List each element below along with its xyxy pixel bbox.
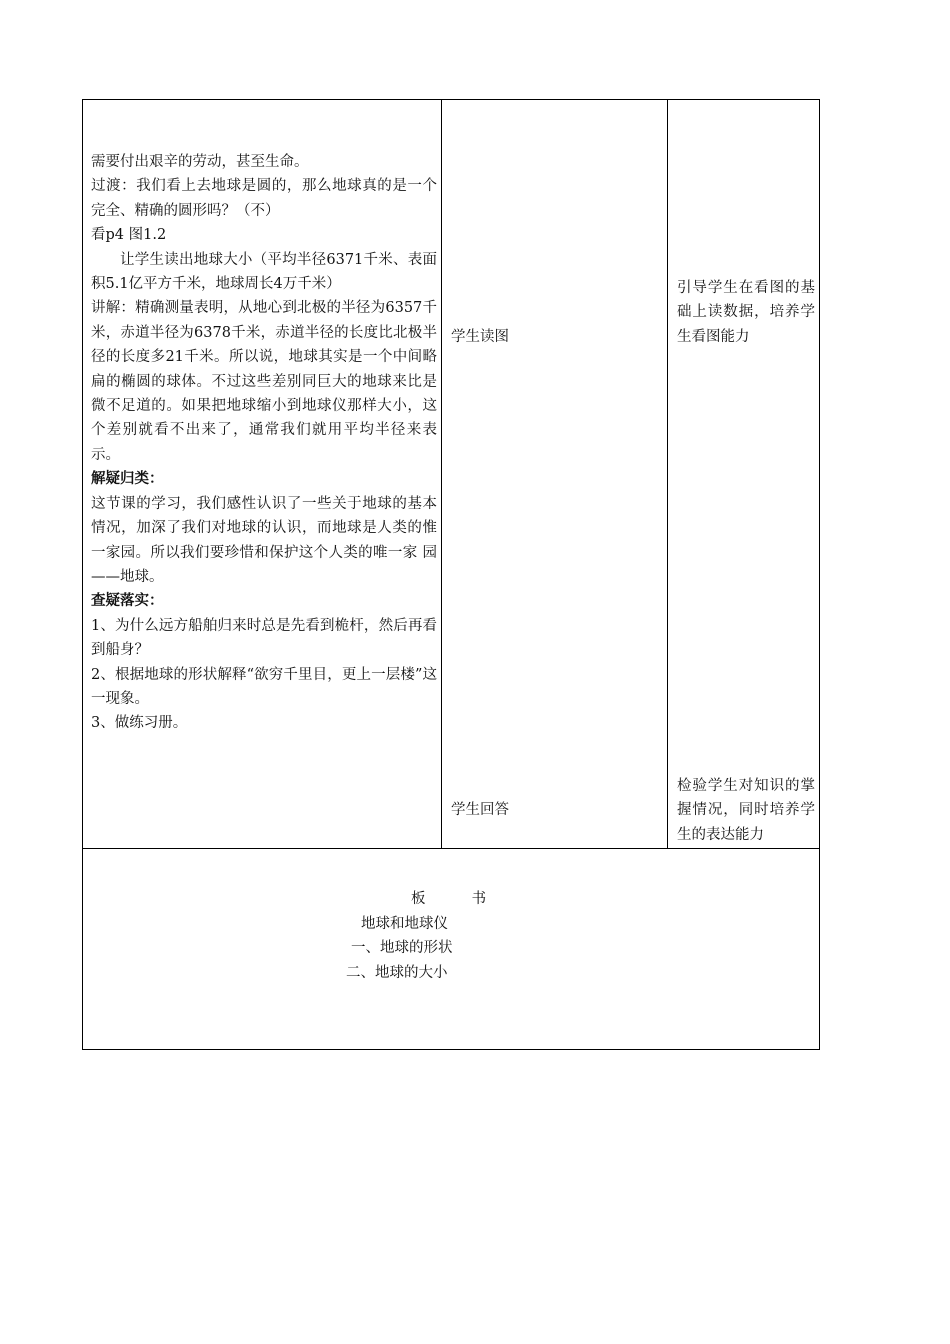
student-activity-answer: 学生回答 [451,802,509,818]
content-paragraph: 需要付出艰辛的劳动，甚至生命。 [91,154,309,170]
purpose-text-1: 引导学生在看图的基础上读数据，培养学生看图能力 [677,280,815,345]
content-paragraph: 看p4 图1.2 [91,227,167,244]
content-paragraph: 过渡：我们看上去地球是圆的，那么地球真的是一个完全、精确的圆形吗？（不） [91,178,437,219]
content-paragraph: 让学生读出地球大小（平均半径6371千米、表面积5.1亿平方千米，地球周长4万千米） [91,251,437,293]
board-item-size: 二、地球的大小 [346,965,448,981]
section-heading-practice: 查疑落实： [91,592,164,610]
question-item: 2、根据地球的形状解释“欲穷千里目，更上一层楼”这一现象。 [91,666,437,707]
teaching-content-cell [83,100,442,848]
board-title: 地球和地球仪 [361,916,448,932]
board-heading: 板 书 [411,891,487,907]
lesson-row [83,100,819,849]
purpose-text-2: 检验学生对知识的掌握情况，同时培养学生的表达能力 [677,778,815,843]
lesson-table [82,99,820,1050]
section-heading-summary: 解疑归类： [91,470,164,488]
student-activity-read-map: 学生读图 [451,329,509,345]
student-activity-cell [442,100,668,848]
content-paragraph: 讲解：精确测量表明，从地心到北极的半径为6357千米，赤道半径为6378千米，赤道半径的长度比北极半径的长度多21千米。所以说，地球其实是一个中间略扁的椭圆的球体。不过这些差别同巨大的地球来比是微不足道的。如果把地球缩小到地球仪那样大小，这个差别就看不出来了，通常我们就用平均半径来表示。 [91,300,437,463]
question-item: 3、做练习册。 [91,715,188,732]
question-item: 1、为什么远方船舶归来时总是先看到桅杆，然后再看到船身？ [91,617,437,659]
board-design-cell [83,849,819,1049]
teaching-content-text [91,150,437,736]
board-item-shape: 一、地球的形状 [351,940,453,956]
design-purpose-cell [668,100,819,848]
content-paragraph: 这节课的学习，我们感性认识了一些关于地球的基本情况，加深了我们对地球的认识，而地球是人类的惟一家园。所以我们要珍惜和保护这个人类的唯一家 园——地球。 [91,495,437,585]
